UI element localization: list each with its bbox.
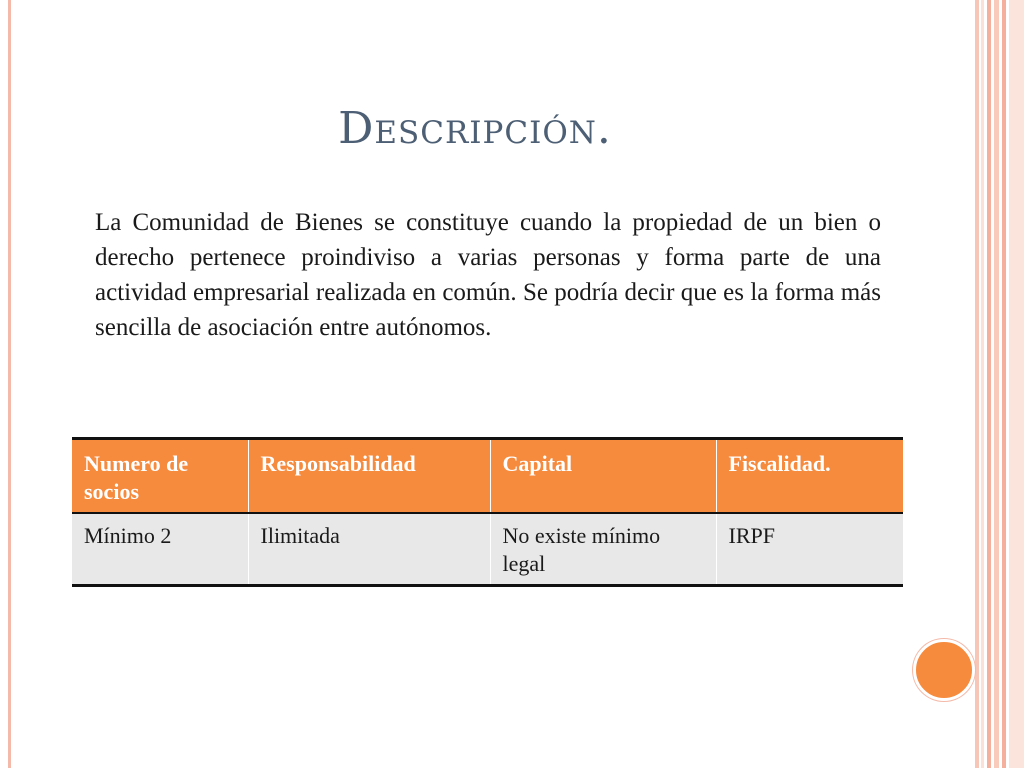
table-header-row: [72, 439, 903, 514]
slide-title-text: Descripción.: [338, 103, 612, 154]
cell-numero-de-socios: Mínimo 2: [84, 523, 172, 548]
table-row: [72, 513, 903, 586]
header-responsabilidad: Responsabilidad: [248, 439, 490, 514]
info-table-container: [72, 437, 903, 587]
info-table: [72, 437, 903, 587]
cell-fiscalidad: IRPF: [716, 513, 903, 586]
body-paragraph: La Comunidad de Bienes se constituye cuando la propiedad de un bien o derecho pertenece proindiviso a varias personas y forma parte de una actividad empresarial realizada en común. Se podría decir que es la forma más sencilla de asociación entre autónomos.: [95, 209, 881, 341]
header-numero-de-socios: Numero de socios: [84, 451, 189, 504]
right-decorative-stripes: [975, 0, 1024, 768]
header-capital: Capital: [490, 439, 716, 514]
slide-title: [0, 103, 940, 154]
header-fiscalidad: Fiscalidad.: [716, 439, 903, 514]
cell-responsabilidad: Ilimitada: [248, 513, 490, 586]
decorative-circle: [913, 639, 975, 701]
cell-capital: No existe mínimo legal: [490, 513, 716, 586]
